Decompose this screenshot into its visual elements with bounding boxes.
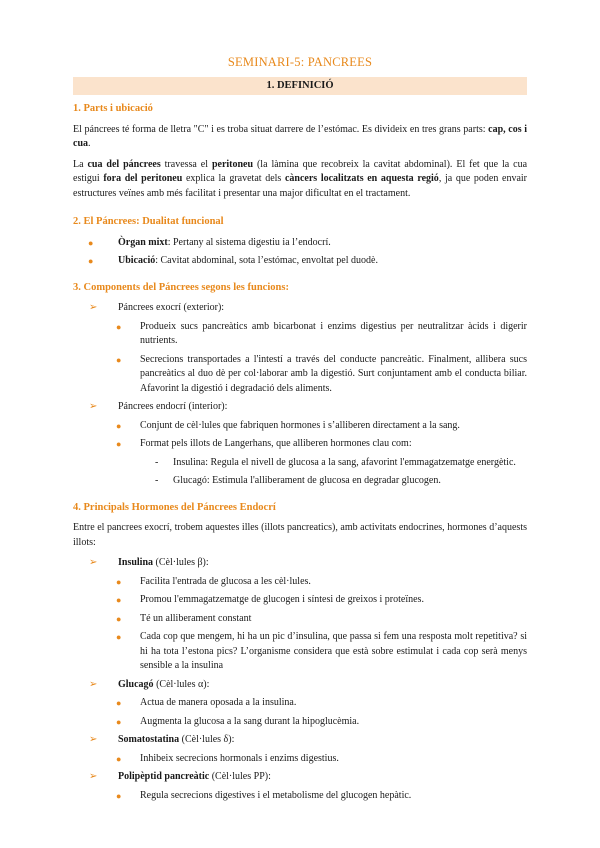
heading-parts-ubicacio: 1. Parts i ubicació	[73, 103, 153, 114]
bullet-icon: ●	[116, 716, 122, 727]
bullet-icon: ●	[116, 321, 122, 332]
heading-principals-hormones: 4. Principals Hormones del Páncrees Endocrí	[73, 501, 276, 513]
bullet-icon: ●	[116, 576, 122, 587]
section-header-definicio: 1. DEFINICIÓ	[73, 77, 527, 96]
list-item: ● Produeix sucs pancreàtics amb bicarbonat i enzims digestius per neutralitzar àcids i digerir nutrients.	[116, 320, 527, 346]
list-item: ● Òrgan mixt: Pertany al sistema digestiu ia l’endocrí.	[85, 236, 527, 251]
list-item: ➢ Páncrees exocrí (exterior):	[85, 301, 527, 316]
heading-dualitat-funcional: 2. El Páncrees: Dualitat funcional	[73, 216, 224, 227]
list-item: ➢ Páncrees endocrí (interior):	[85, 400, 527, 415]
list-item: ● Conjunt de cèl·lules que fabriquen hormones i s’alliberen directament a la sang.	[116, 419, 527, 434]
list-item: ➢ Somatostatina (Cèl·lules δ):	[85, 733, 527, 748]
bullet-icon: ●	[116, 613, 122, 624]
bullet-icon: ●	[116, 354, 122, 365]
paragraph-cua: La cua del páncrees travessa el peritoneu (la làmina que recobreix la cavitat abdominal). El fet que la cua estigui fora del peritoneu explica la gravetat dels càncers localitzats en aquesta regió, ja que poden envair estructures veïnes amb més facilitat i presentar una major dificultat en el tractament.	[73, 158, 528, 199]
list-item: ● Té un alliberament constant	[116, 612, 527, 627]
list-item: ● Cada cop que mengem, hi ha un pic d’insulina, que passa si fem una resposta molt repetitiva? si hi ha tota l’estona pics? L’organisme considera que està sobre estimulat i cada cop serà menys sensible a la insulina	[116, 631, 527, 671]
list-item: ● Regula secrecions digestives i el metabolisme del glucogen hepàtic.	[116, 789, 527, 804]
list-item: ● Promou l'emmagatzematge de glucogen i síntesi de greixos i proteïnes.	[116, 593, 527, 608]
bullet-icon: ●	[116, 439, 122, 449]
list-item: ● Actua de manera oposada a la insulina.	[116, 696, 527, 711]
list-item: ● Ubicació: Cavitat abdominal, sota l’estómac, envoltat pel duodè.	[85, 254, 527, 269]
dash-icon: -	[155, 456, 159, 468]
bullet-icon: ●	[116, 698, 122, 708]
document-title: SEMINARI-5: PANCREES	[227, 55, 373, 69]
list-item: ● Secrecions transportades a l'intestí a través del conducte pancreàtic. Finalment, allibera sucs pancreàtics al duo dè per col·laborar amb la digestió. Surt conjuntament amb el conducta biliar. Afavorint la digestió i degradació dels aliments.	[116, 353, 527, 394]
bullet-icon: ●	[88, 256, 94, 266]
list-item: ● Augmenta la glucosa a la sang durant la hipoglucèmia.	[116, 715, 527, 730]
arrow-right-icon: ➢	[89, 557, 98, 568]
list-item: ● Format pels illots de Langerhans, que alliberen hormones clau com:	[116, 437, 527, 452]
bullet-icon: ●	[116, 753, 122, 764]
bullet-icon: ●	[116, 632, 122, 642]
list-item: - Insulina: Regula el nivell de glucosa a la sang, afavorint l'emmagatzematge energètic.	[155, 456, 527, 471]
paragraph-intro-hormones: Entre el pancrees exocrí, trobem aquestes illes (illots pancreatics), amb activitats endocrines, hormones d’aquests illots:	[73, 522, 527, 548]
list-item: ➢ Insulina (Cèl·lules β):	[85, 556, 527, 571]
list-item: ➢ Polipèptid pancreàtic (Cèl·lules PP):	[85, 770, 527, 785]
arrow-right-icon: ➢	[89, 401, 98, 412]
arrow-right-icon: ➢	[89, 734, 98, 745]
paragraph-forma: El páncrees té forma de lletra "C" i es troba situat darrere de l’estómac. Es divideix en tres grans parts: cap, cos i cua.	[73, 123, 528, 149]
arrow-right-icon: ➢	[89, 678, 98, 690]
arrow-right-icon: ➢	[89, 771, 98, 782]
bullet-icon: ●	[116, 595, 122, 605]
heading-components: 3. Components del Páncrees segons les funcions:	[73, 281, 289, 293]
list-item: ➢ Glucagó (Cèl·lules α):	[85, 678, 527, 693]
list-item: ● Inhibeix secrecions hormonals i enzims digestius.	[116, 752, 527, 767]
bullet-icon: ●	[88, 237, 94, 248]
bullet-icon: ●	[116, 420, 122, 431]
arrow-right-icon: ➢	[89, 302, 98, 313]
list-item: ● Facilita l'entrada de glucosa a les cèl·lules.	[116, 575, 527, 590]
list-item: - Glucagó: Estimula l'alliberament de glucosa en degradar glucogen.	[155, 474, 527, 489]
bullet-icon: ●	[116, 790, 122, 801]
dash-icon: -	[155, 475, 159, 486]
